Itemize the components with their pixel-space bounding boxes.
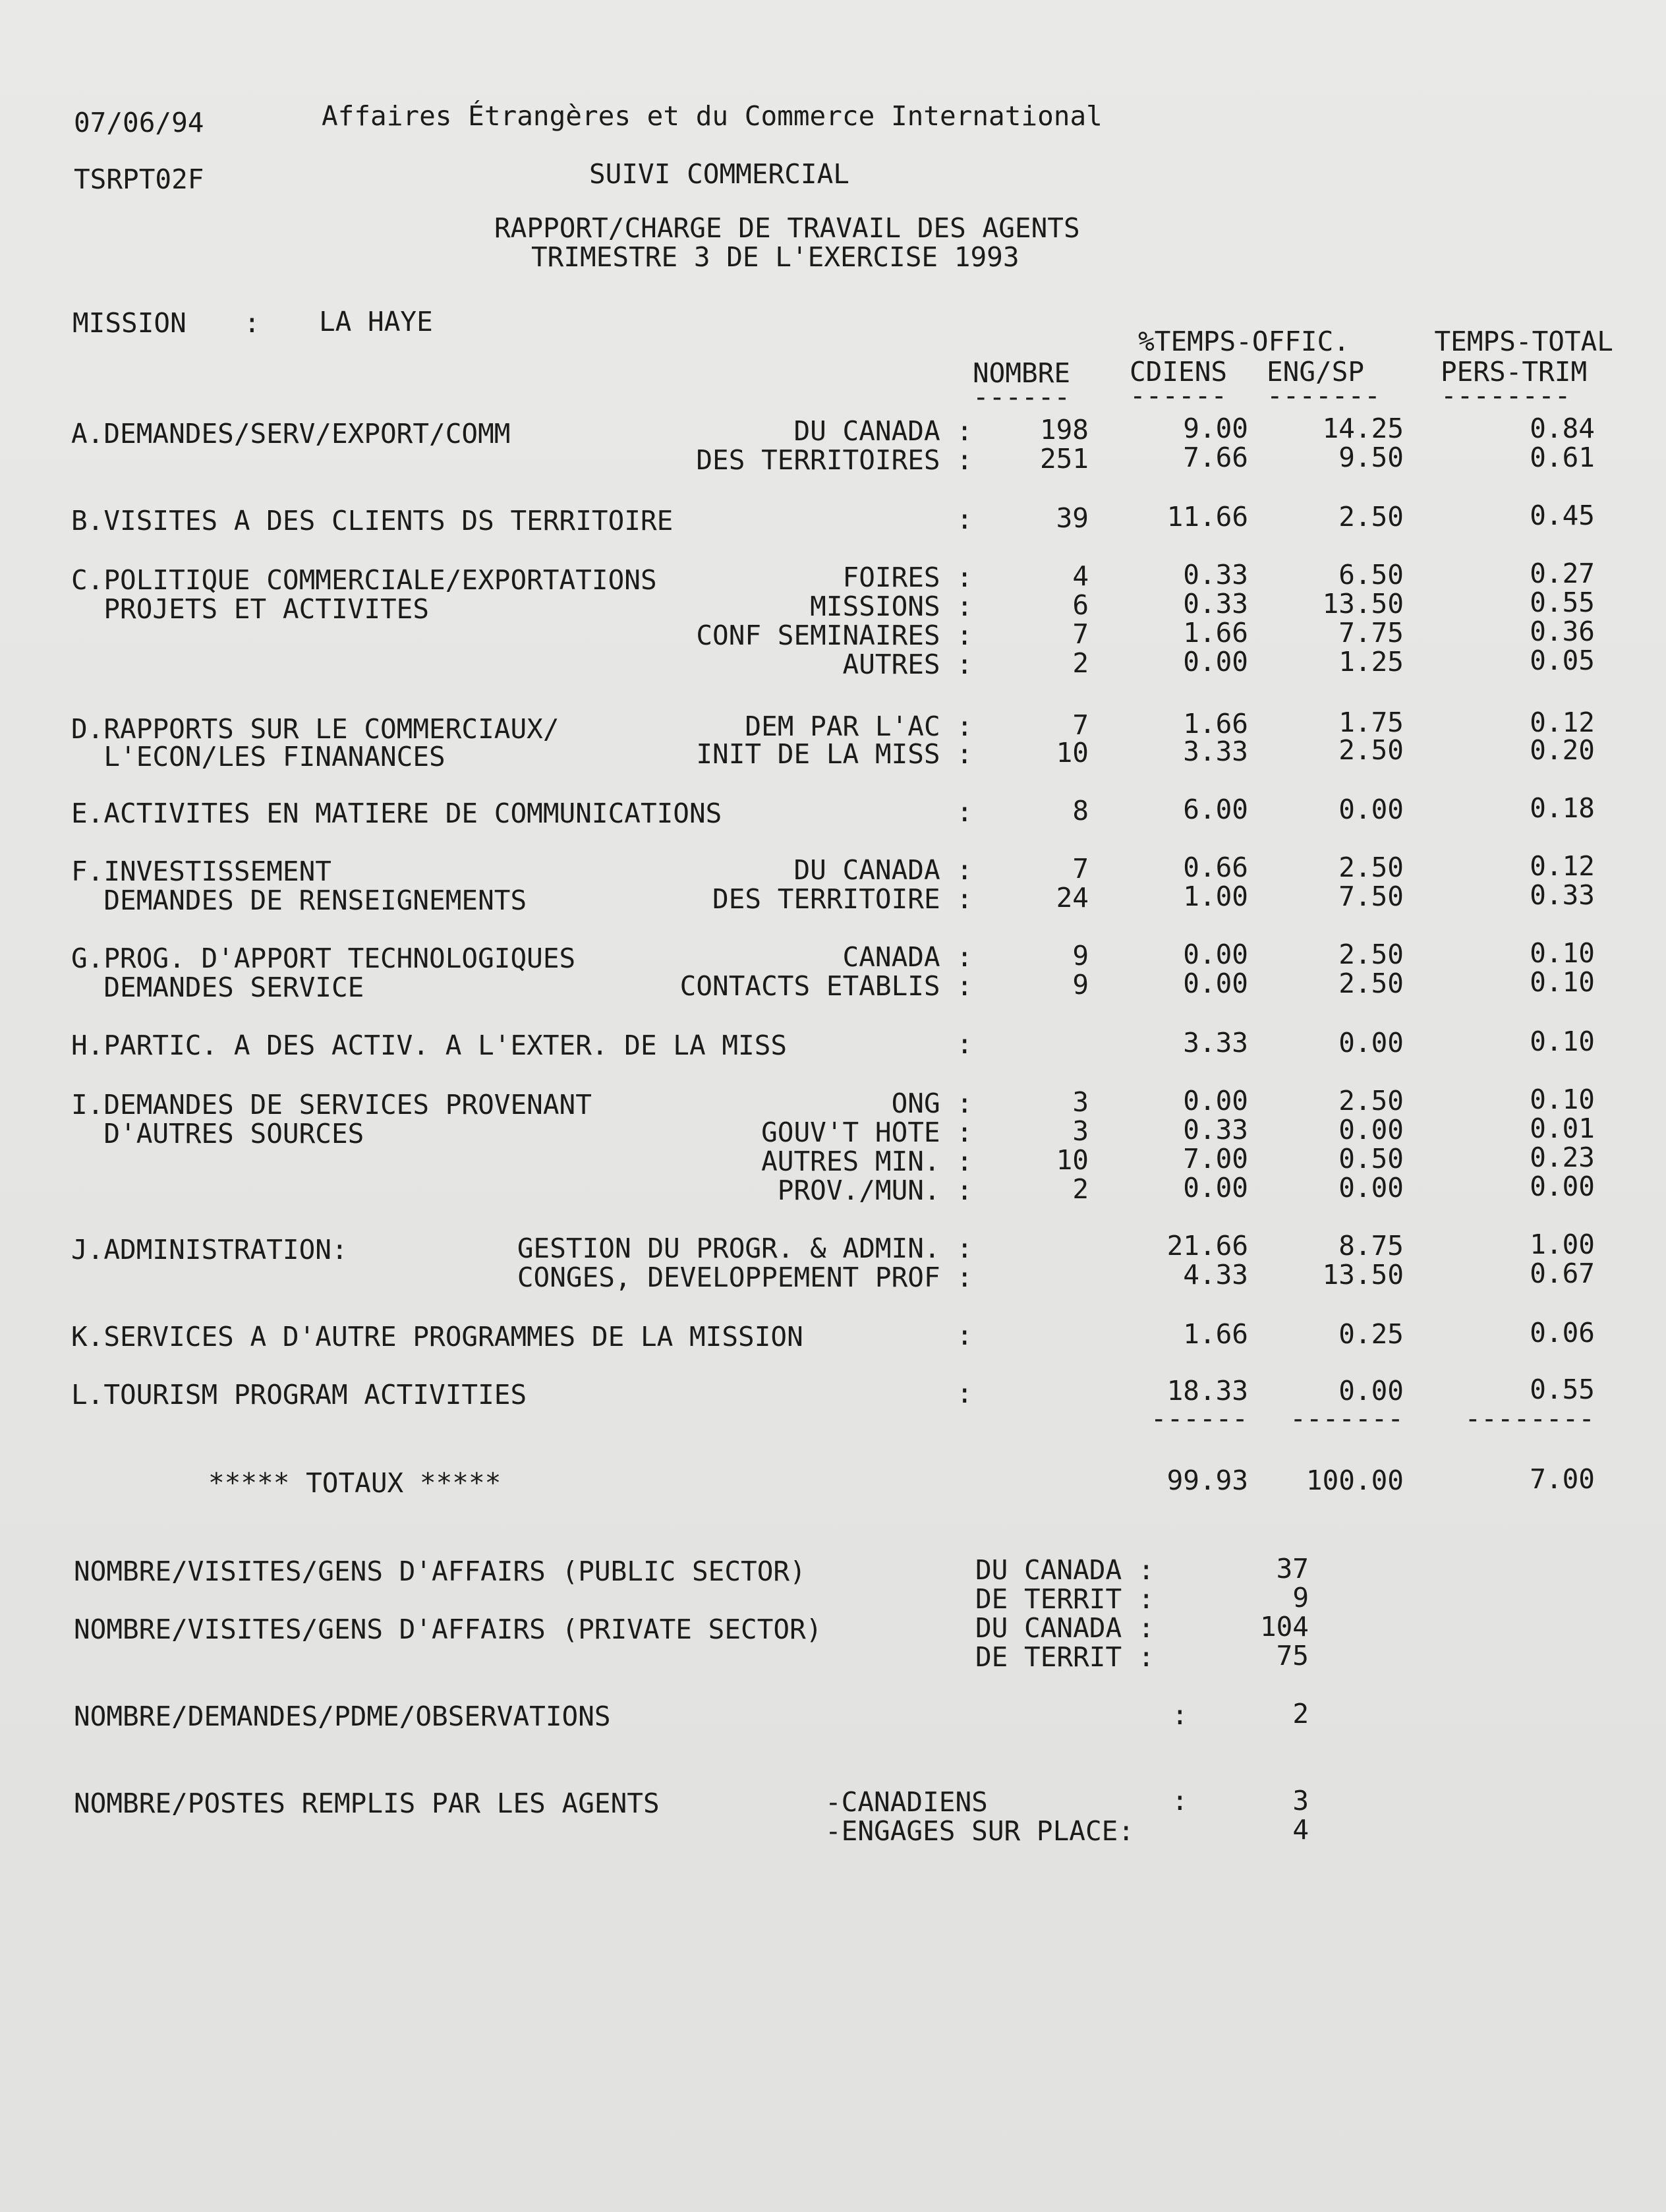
row-sublabel: DU CANADA : <box>793 415 973 447</box>
engages-value: 4 <box>1292 1814 1309 1846</box>
column-underline-nombre: ------ <box>973 381 1071 413</box>
cell-nombre: 7 <box>1072 853 1089 885</box>
row-sublabel: DES TERRITOIRE : <box>712 883 973 915</box>
cell-eng-sp: 0.00 <box>1338 1172 1404 1204</box>
cell-cdiens: 0.66 <box>1183 852 1248 883</box>
row-label: J.ADMINISTRATION: <box>71 1234 348 1266</box>
cell-cdiens: 0.00 <box>1183 1085 1248 1117</box>
private-canada-value: 104 <box>1259 1611 1309 1643</box>
row-sublabel: GESTION DU PROGR. & ADMIN. : <box>517 1233 973 1264</box>
cell-eng-sp: 2.50 <box>1338 501 1404 533</box>
cell-pers-trim: 0.10 <box>1530 937 1595 969</box>
cell-cdiens: 7.00 <box>1183 1143 1248 1175</box>
cell-pers-trim: 0.12 <box>1530 850 1595 882</box>
cell-eng-sp: 7.50 <box>1338 881 1404 912</box>
row-label: D'AUTRES SOURCES <box>71 1118 364 1150</box>
cell-eng-sp: 6.50 <box>1338 559 1404 591</box>
cell-pers-trim: 0.10 <box>1530 1026 1595 1057</box>
cell-nombre: 10 <box>1056 1144 1089 1176</box>
mission-name: LA HAYE <box>319 306 433 337</box>
pdme-value: 2 <box>1292 1698 1309 1730</box>
total-eng-sp: 100.00 <box>1306 1465 1404 1496</box>
cell-nombre: 8 <box>1072 795 1089 827</box>
report-code: TSRPT02F <box>74 163 204 195</box>
canadiens-label: -CANADIENS <box>825 1786 988 1818</box>
totals-rule-pers-trim: -------- <box>1464 1403 1595 1434</box>
cell-nombre: 7 <box>1072 618 1089 650</box>
column-head-nombre: NOMBRE <box>973 357 1071 389</box>
cell-eng-sp: 7.75 <box>1338 617 1404 649</box>
cell-pers-trim: 0.01 <box>1530 1113 1595 1144</box>
cell-nombre: 7 <box>1072 709 1089 741</box>
cell-cdiens: 0.00 <box>1183 646 1248 678</box>
report-period: TRIMESTRE 3 DE L'EXERCISE 1993 <box>531 241 1020 273</box>
cell-pers-trim: 1.00 <box>1530 1229 1595 1260</box>
column-head-temps-total: TEMPS-TOTAL <box>1434 326 1613 357</box>
cell-eng-sp: 2.50 <box>1338 734 1404 766</box>
postes-label: NOMBRE/POSTES REMPLIS PAR LES AGENTS <box>74 1788 660 1819</box>
row-sublabel: CONF SEMINAIRES : <box>696 620 973 651</box>
cell-cdiens: 0.00 <box>1183 1172 1248 1204</box>
row-label: L.TOURISM PROGRAM ACTIVITIES <box>71 1379 527 1411</box>
cell-eng-sp: 0.00 <box>1338 1375 1404 1407</box>
row-label: DEMANDES SERVICE <box>71 972 364 1003</box>
row-sublabel: INIT DE LA MISS : <box>696 738 973 770</box>
cell-pers-trim: 0.10 <box>1530 966 1595 998</box>
row-label: E.ACTIVITES EN MATIERE DE COMMUNICATIONS <box>71 798 722 829</box>
totals-rule-cdiens: ------ <box>1150 1403 1248 1434</box>
cell-eng-sp: 2.50 <box>1338 1085 1404 1117</box>
cell-pers-trim: 0.23 <box>1530 1142 1595 1173</box>
public-canada-value: 37 <box>1276 1553 1309 1585</box>
cell-pers-trim: 0.00 <box>1530 1171 1595 1202</box>
cell-cdiens: 6.00 <box>1183 794 1248 825</box>
cell-eng-sp: 1.25 <box>1338 646 1404 678</box>
cell-pers-trim: 0.67 <box>1530 1258 1595 1289</box>
row-label: L'ECON/LES FINANANCES <box>71 741 445 772</box>
cell-nombre: 4 <box>1072 560 1089 592</box>
engages-label: -ENGAGES SUR PLACE: <box>825 1815 1134 1847</box>
public-canada-label: DU CANADA : <box>975 1554 1155 1586</box>
system-name: SUIVI COMMERCIAL <box>589 158 849 190</box>
cell-eng-sp: 1.75 <box>1338 707 1404 738</box>
cell-pers-trim: 0.27 <box>1530 558 1595 589</box>
cell-cdiens: 11.66 <box>1166 501 1248 533</box>
cell-cdiens: 4.33 <box>1183 1259 1248 1291</box>
cell-nombre: 6 <box>1072 589 1089 621</box>
cell-cdiens: 3.33 <box>1183 1027 1248 1059</box>
cell-cdiens: 0.33 <box>1183 1114 1248 1146</box>
cell-pers-trim: 0.61 <box>1530 442 1595 473</box>
totals-rule-eng-sp: ------- <box>1290 1403 1404 1434</box>
mission-separator: : <box>244 307 260 339</box>
row-label: C.POLITIQUE COMMERCIALE/EXPORTATIONS <box>71 564 657 596</box>
cell-cdiens: 3.33 <box>1183 736 1248 767</box>
column-head-cdiens: CDIENS <box>1130 356 1228 388</box>
cell-cdiens: 0.00 <box>1183 968 1248 999</box>
cell-cdiens: 1.66 <box>1183 708 1248 740</box>
cell-nombre: 39 <box>1056 502 1089 534</box>
cell-eng-sp: 14.25 <box>1322 413 1404 444</box>
cell-eng-sp: 0.00 <box>1338 1114 1404 1146</box>
column-underline-eng-sp: ------- <box>1267 380 1381 411</box>
cell-pers-trim: 0.36 <box>1530 616 1595 647</box>
cell-nombre: 9 <box>1072 969 1089 1001</box>
row-sublabel: : <box>956 1320 973 1351</box>
cell-eng-sp: 2.50 <box>1338 968 1404 999</box>
row-sublabel: DES TERRITOIRES : <box>696 444 973 476</box>
row-label: DEMANDES DE RENSEIGNEMENTS <box>71 885 527 916</box>
cell-eng-sp: 9.50 <box>1338 442 1404 473</box>
row-label: I.DEMANDES DE SERVICES PROVENANT <box>71 1089 592 1121</box>
row-sublabel: ONG : <box>891 1088 973 1119</box>
row-label: B.VISITES A DES CLIENTS DS TERRITOIRE <box>71 505 674 537</box>
cell-cdiens: 1.66 <box>1183 1318 1248 1350</box>
row-sublabel: CONTACTS ETABLIS : <box>679 970 973 1002</box>
cell-pers-trim: 0.05 <box>1530 645 1595 676</box>
row-label: A.DEMANDES/SERV/EXPORT/COMM <box>71 418 511 450</box>
total-cdiens: 99.93 <box>1166 1465 1248 1496</box>
cell-nombre: 9 <box>1072 940 1089 972</box>
private-territ-value: 75 <box>1276 1640 1309 1672</box>
cell-cdiens: 18.33 <box>1166 1375 1248 1407</box>
cell-cdiens: 0.00 <box>1183 939 1248 970</box>
column-head-pers-trim: PERS-TRIM <box>1441 356 1588 388</box>
cell-nombre: 3 <box>1072 1115 1089 1147</box>
cell-eng-sp: 0.50 <box>1338 1143 1404 1175</box>
cell-cdiens: 21.66 <box>1166 1230 1248 1262</box>
cell-eng-sp: 13.50 <box>1322 588 1404 620</box>
cell-cdiens: 1.00 <box>1183 881 1248 912</box>
mission-label: MISSION <box>72 307 187 339</box>
private-territ-label: DE TERRIT : <box>975 1641 1155 1673</box>
cell-pers-trim: 0.55 <box>1530 587 1595 618</box>
private-sector-label: NOMBRE/VISITES/GENS D'AFFAIRS (PRIVATE SECTOR) <box>74 1614 822 1645</box>
cell-eng-sp: 0.00 <box>1338 794 1404 825</box>
cell-eng-sp: 0.00 <box>1338 1027 1404 1059</box>
pdme-label: NOMBRE/DEMANDES/PDME/OBSERVATIONS <box>74 1701 611 1732</box>
row-label: H.PARTIC. A DES ACTIV. A L'EXTER. DE LA MISS <box>71 1030 788 1061</box>
cell-nombre: 10 <box>1056 737 1089 769</box>
total-pers-trim: 7.00 <box>1530 1463 1595 1495</box>
private-canada-label: DU CANADA : <box>975 1612 1155 1644</box>
ministry-name: Affaires Étrangères et du Commerce International <box>322 100 1103 132</box>
cell-cdiens: 0.33 <box>1183 559 1248 591</box>
row-sublabel: AUTRES : <box>842 649 973 680</box>
cell-pers-trim: 0.84 <box>1530 413 1595 444</box>
row-sublabel: AUTRES MIN. : <box>761 1146 973 1177</box>
cell-pers-trim: 0.33 <box>1530 879 1595 911</box>
column-head-temps-offic: %TEMPS-OFFIC. <box>1138 326 1350 357</box>
canadiens-separator: : <box>1172 1785 1188 1817</box>
cell-nombre: 251 <box>1039 443 1089 475</box>
cell-cdiens: 1.66 <box>1183 617 1248 649</box>
row-sublabel: CANADA : <box>842 941 973 973</box>
cell-nombre: 24 <box>1056 882 1089 914</box>
cell-eng-sp: 8.75 <box>1338 1230 1404 1262</box>
column-underline-pers-trim: -------- <box>1441 380 1571 411</box>
cell-eng-sp: 13.50 <box>1322 1259 1404 1291</box>
row-sublabel: : <box>956 796 973 828</box>
canadiens-value: 3 <box>1292 1785 1309 1817</box>
public-sector-label: NOMBRE/VISITES/GENS D'AFFAIRS (PUBLIC SECTOR) <box>74 1556 806 1587</box>
column-head-eng-sp: ENG/SP <box>1267 356 1365 388</box>
row-sublabel: : <box>956 1028 973 1060</box>
cell-nombre: 2 <box>1072 647 1089 679</box>
row-sublabel: DU CANADA : <box>793 854 973 886</box>
cell-eng-sp: 2.50 <box>1338 852 1404 883</box>
public-territ-label: DE TERRIT : <box>975 1583 1155 1615</box>
cell-pers-trim: 0.45 <box>1530 500 1595 531</box>
cell-nombre: 3 <box>1072 1086 1089 1118</box>
row-label: K.SERVICES A D'AUTRE PROGRAMMES DE LA MISSION <box>71 1321 803 1353</box>
row-sublabel: CONGES, DEVELOPPEMENT PROF : <box>517 1262 973 1293</box>
cell-cdiens: 9.00 <box>1183 413 1248 444</box>
pdme-separator: : <box>1172 1699 1188 1731</box>
row-label: PROJETS ET ACTIVITES <box>71 593 430 625</box>
cell-cdiens: 7.66 <box>1183 442 1248 473</box>
cell-cdiens: 0.33 <box>1183 588 1248 620</box>
row-sublabel: : <box>956 1378 973 1409</box>
row-sublabel: GOUV'T HOTE : <box>761 1117 973 1148</box>
cell-pers-trim: 0.18 <box>1530 792 1595 824</box>
cell-eng-sp: 0.25 <box>1338 1318 1404 1350</box>
cell-pers-trim: 0.10 <box>1530 1084 1595 1115</box>
cell-pers-trim: 0.55 <box>1530 1374 1595 1405</box>
cell-nombre: 2 <box>1072 1173 1089 1205</box>
totals-label: ***** TOTAUX ***** <box>208 1467 502 1499</box>
report-date: 07/06/94 <box>74 107 204 138</box>
row-label: D.RAPPORTS SUR LE COMMERCIAUX/ <box>71 713 560 745</box>
row-label: F.INVESTISSEMENT <box>71 856 331 887</box>
row-sublabel: PROV./MUN. : <box>777 1175 973 1206</box>
column-underline-cdiens: ------ <box>1130 380 1228 411</box>
row-sublabel: MISSIONS : <box>810 591 973 622</box>
cell-eng-sp: 2.50 <box>1338 939 1404 970</box>
row-sublabel: FOIRES : <box>842 562 973 593</box>
row-sublabel: : <box>956 504 973 535</box>
report-title: RAPPORT/CHARGE DE TRAVAIL DES AGENTS <box>494 212 1080 244</box>
cell-pers-trim: 0.06 <box>1530 1317 1595 1349</box>
row-label: G.PROG. D'APPORT TECHNOLOGIQUES <box>71 943 576 974</box>
public-territ-value: 9 <box>1292 1582 1309 1614</box>
cell-pers-trim: 0.12 <box>1530 707 1595 738</box>
cell-pers-trim: 0.20 <box>1530 734 1595 766</box>
row-sublabel: DEM PAR L'AC : <box>745 711 973 742</box>
cell-nombre: 198 <box>1039 414 1089 446</box>
